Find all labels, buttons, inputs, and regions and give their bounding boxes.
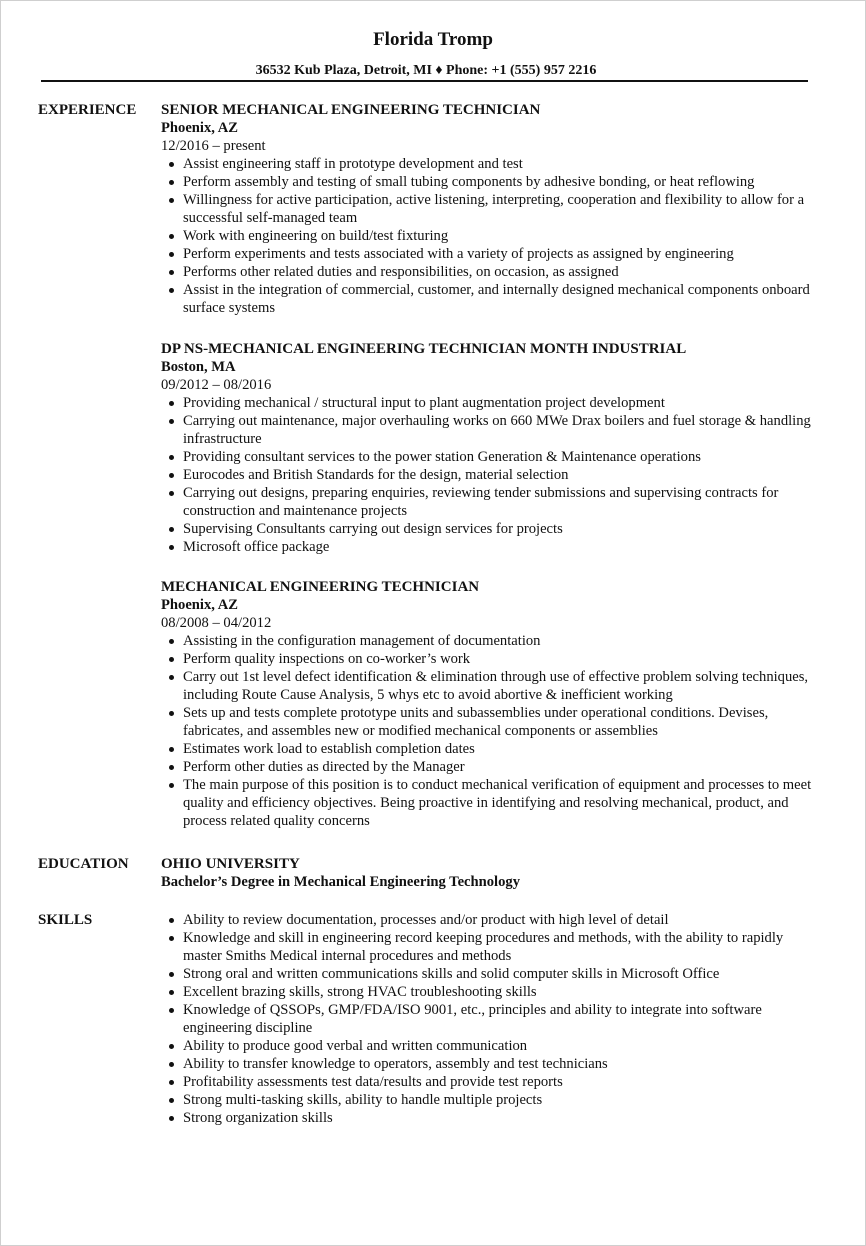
list-item: Carry out 1st level defect identification & elimination through use of effective problem solving techniques, including Route Cause Analysis, 5 whys etc to avoid abortive & inefficient working [161, 668, 821, 704]
skills-bullets [161, 911, 821, 1127]
job-location: Phoenix, AZ [161, 120, 239, 136]
list-item: Providing consultant services to the power station Generation & Maintenance operations [161, 448, 821, 466]
skills-list [161, 911, 821, 1127]
list-item: Strong multi-tasking skills, ability to handle multiple projects [161, 1091, 821, 1109]
list-item: Assist in the integration of commercial, customer, and internally designed mechanical components onboard surface systems [161, 281, 821, 317]
list-item: Perform assembly and testing of small tubing components by adhesive bonding, or heat reflowing [161, 173, 821, 191]
job-title: SENIOR MECHANICAL ENGINEERING TECHNICIAN [161, 102, 541, 118]
job-dates: 08/2008 – 04/2012 [161, 615, 272, 631]
job-location: Boston, MA [161, 359, 236, 375]
list-item: Perform experiments and tests associated with a variety of projects as assigned by engineering [161, 245, 821, 263]
section-label-experience: EXPERIENCE [38, 102, 137, 118]
school-name: OHIO UNIVERSITY [161, 856, 300, 872]
candidate-name: Florida Tromp [373, 29, 493, 50]
job-bullets [161, 155, 821, 317]
job-title: MECHANICAL ENGINEERING TECHNICIAN [161, 579, 480, 595]
list-item: Carrying out maintenance, major overhauling works on 660 MWe Drax boilers and fuel storage & handling infrastructure [161, 412, 821, 448]
list-item: Performs other related duties and responsibilities, on occasion, as assigned [161, 263, 821, 281]
list-item: Perform other duties as directed by the Manager [161, 758, 821, 776]
list-item: Assist engineering staff in prototype development and test [161, 155, 821, 173]
job-dates: 09/2012 – 08/2016 [161, 377, 272, 393]
job-title: DP NS-MECHANICAL ENGINEERING TECHNICIAN MONTH INDUSTRIAL [161, 341, 687, 357]
list-item: Ability to review documentation, processes and/or product with high level of detail [161, 911, 821, 929]
list-item: Sets up and tests complete prototype units and subassemblies under operational conditions. Devises, fabricates, and assembles new or modified mechanical components or assemblies [161, 704, 821, 740]
list-item: Microsoft office package [161, 538, 821, 556]
list-item: Supervising Consultants carrying out design services for projects [161, 520, 821, 538]
list-item: Willingness for active participation, active listening, interpreting, cooperation and flexibility to allow for a successful self-managed team [161, 191, 821, 227]
list-item: Profitability assessments test data/results and provide test reports [161, 1073, 821, 1091]
list-item: Assisting in the configuration management of documentation [161, 632, 821, 650]
section-label-skills: SKILLS [38, 912, 93, 928]
contact-line: 36532 Kub Plaza, Detroit, MI ♦ Phone: +1 (555) 957 2216 [255, 63, 597, 78]
job-entry [161, 578, 821, 830]
list-item: Carrying out designs, preparing enquiries, reviewing tender submissions and supervising contracts for construction and maintenance projects [161, 484, 821, 520]
list-item: Ability to transfer knowledge to operators, assembly and test technicians [161, 1055, 821, 1073]
list-item: Knowledge of QSSOPs, GMP/FDA/ISO 9001, etc., principles and ability to integrate into software engineering discipline [161, 1001, 821, 1037]
section-label-education: EDUCATION [38, 856, 129, 872]
list-item: Strong oral and written communications skills and solid computer skills in Microsoft Office [161, 965, 821, 983]
list-item: Knowledge and skill in engineering record keeping procedures and methods, with the ability to rapidly master Smiths Medical internal procedures and methods [161, 929, 821, 965]
job-bullets [161, 394, 821, 556]
list-item: Ability to produce good verbal and written communication [161, 1037, 821, 1055]
job-bullets [161, 632, 821, 830]
list-item: Eurocodes and British Standards for the design, material selection [161, 466, 821, 484]
job-entry [161, 340, 821, 556]
list-item: Perform quality inspections on co-worker’s work [161, 650, 821, 668]
job-location: Phoenix, AZ [161, 597, 239, 613]
list-item: Providing mechanical / structural input to plant augmentation project development [161, 394, 821, 412]
list-item: Strong organization skills [161, 1109, 821, 1127]
list-item: Excellent brazing skills, strong HVAC troubleshooting skills [161, 983, 821, 1001]
list-item: The main purpose of this position is to conduct mechanical verification of equipment and processes to meet quality and efficiency objectives. Being proactive in identifying and resolving mechanical, product, and process related quality concerns [161, 776, 821, 830]
education-entry [161, 855, 821, 891]
list-item: Estimates work load to establish completion dates [161, 740, 821, 758]
job-entry [161, 101, 821, 317]
degree: Bachelor’s Degree in Mechanical Engineering Technology [161, 874, 521, 890]
job-dates: 12/2016 – present [161, 138, 266, 154]
header-divider [41, 80, 808, 82]
list-item: Work with engineering on build/test fixturing [161, 227, 821, 245]
